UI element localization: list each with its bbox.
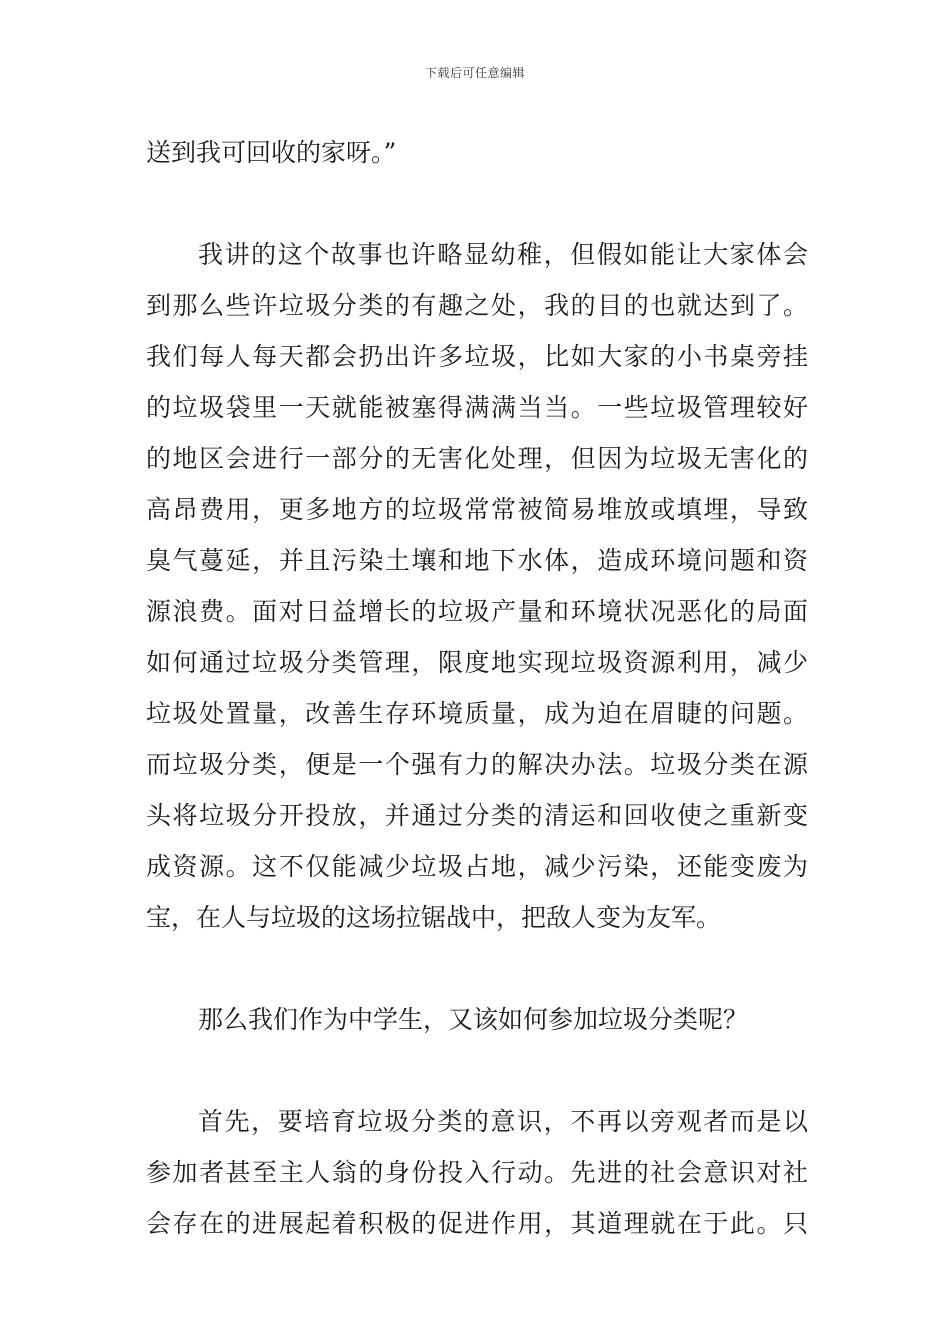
document-body xyxy=(146,127,808,1249)
paragraph-line: 首先，要培育垃圾分类的意识，不再以旁观者而是以 xyxy=(198,1107,808,1136)
paragraph-line: 的垃圾袋里一天就能被塞得满满当当。一些垃圾管理较好 xyxy=(146,393,808,422)
paragraph-line: 高昂费用，更多地方的垃圾常常被简易堆放或填埋，导致 xyxy=(146,495,808,524)
paragraph-line: 参加者甚至主人翁的身份投入行动。先进的社会意识对社 xyxy=(146,1158,808,1187)
paragraph-line: 垃圾处置量，改善生存环境质量，成为迫在眉睫的问题。 xyxy=(146,699,808,728)
paragraph-line: 会存在的进展起着积极的促进作用，其道理就在于此。只 xyxy=(146,1209,808,1238)
paragraph-gap xyxy=(146,1045,808,1096)
paragraph-gap xyxy=(146,178,808,229)
paragraph-line: 那么我们作为中学生，又该如何参加垃圾分类呢？ xyxy=(198,1005,749,1034)
page-header-note: 下载后可任意编辑 xyxy=(424,66,525,80)
paragraph-line: 臭气蔓延，并且污染土壤和地下水体，造成环境问题和资 xyxy=(146,546,808,575)
paragraph-line: 而垃圾分类，便是一个强有力的解决办法。垃圾分类在源 xyxy=(146,750,808,779)
paragraph-gap xyxy=(146,943,808,994)
paragraph-line: 宝，在人与垃圾的这场拉锯战中，把敌人变为友军。 xyxy=(146,903,722,932)
paragraph-line: 我讲的这个故事也许略显幼稚，但假如能让大家体会 xyxy=(198,240,808,269)
paragraph-line: 到那么些许垃圾分类的有趣之处，我的目的也就达到了。 xyxy=(146,291,808,320)
paragraph-line: 如何通过垃圾分类管理，限度地实现垃圾资源利用，减少 xyxy=(146,648,808,677)
paragraph-line: 源浪费。面对日益增长的垃圾产量和环境状况恶化的局面 xyxy=(146,597,808,626)
paragraph-line: 头将垃圾分开投放，并通过分类的清运和回收使之重新变 xyxy=(146,801,808,830)
paragraph-line: 我们每人每天都会扔出许多垃圾，比如大家的小书桌旁挂 xyxy=(146,342,808,371)
paragraph-line: 送到我可回收的家呀。” xyxy=(146,138,397,167)
paragraph-line: 成资源。这不仅能减少垃圾占地，减少污染，还能变废为 xyxy=(146,852,808,881)
paragraph-line: 的地区会进行一部分的无害化处理，但因为垃圾无害化的 xyxy=(146,444,808,473)
